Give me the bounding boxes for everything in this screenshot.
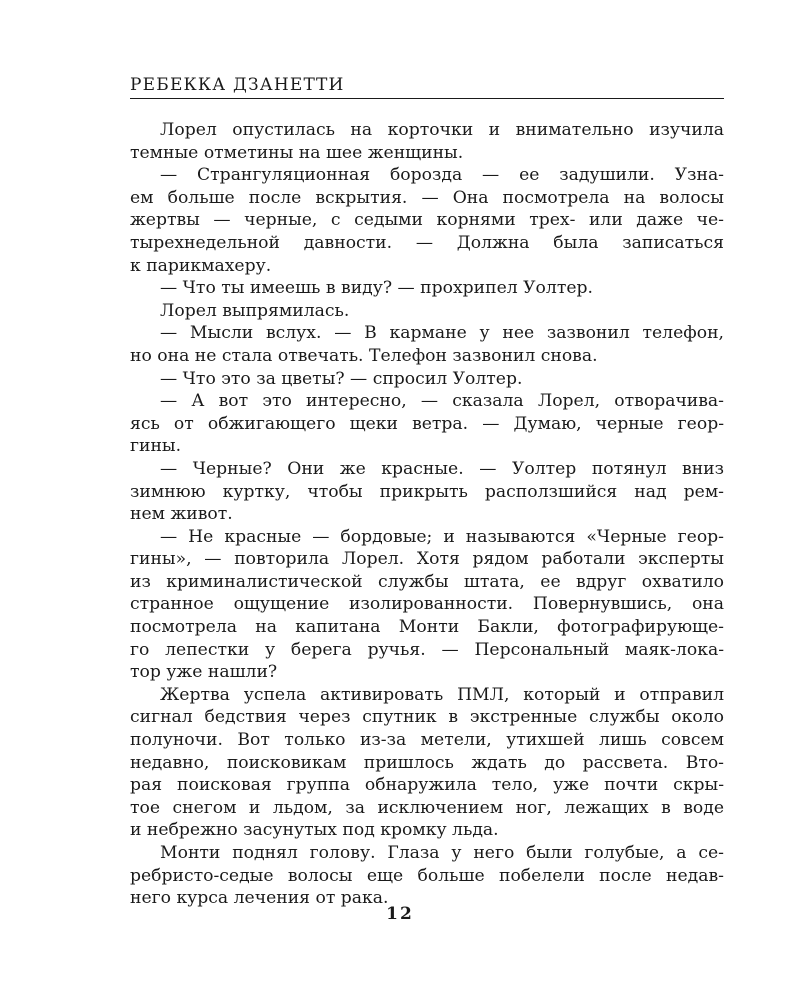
text-line: него курса лечения от рака.: [130, 888, 389, 909]
text-line: — Мысли вслух. — В кармане у нее зазвонил телефон,: [160, 323, 724, 344]
text-line: сигнал бедствия через спутник в экстренные службы около: [130, 707, 724, 728]
text-line: тор уже нашли?: [130, 662, 278, 683]
text-line: и небрежно засунутых под кромку льда.: [130, 820, 499, 841]
text-line: жертвы — черные, с седыми корнями трех- или даже че-: [130, 210, 724, 231]
text-line: полуночи. Вот только из-за метели, утихшей лишь совсем: [130, 730, 724, 751]
text-line: Монти поднял голову. Глаза у него были голубые, а се-: [160, 843, 724, 863]
text-line: недавно, поисковикам пришлось ждать до рассвета. Вто-: [130, 752, 724, 773]
text-line: гины», — повторила Лорел. Хотя рядом работали эксперты: [130, 549, 724, 570]
text-line: тое снегом и льдом, за исключением ног, лежащих в воде: [130, 797, 724, 818]
running-head: РЕБЕККА ДЗАНЕТТИ: [130, 74, 724, 99]
text-line: зимнюю куртку, чтобы прикрыть расползшийся над рем-: [130, 481, 724, 502]
text-line: Жертва успела активировать ПМЛ, который и отправил: [160, 684, 724, 705]
text-line: ясь от обжигающего щеки ветра. — Думаю, черные геор-: [130, 413, 724, 434]
text-line: но она не стала отвечать. Телефон зазвонил снова.: [130, 345, 598, 366]
text-line: — Странгуляционная борозда — ее задушили. Узна-: [160, 165, 724, 186]
text-line: Лорел выпрямилась.: [160, 300, 350, 321]
text-line: го лепестки у берега ручья. — Персональный маяк-лока-: [130, 639, 724, 660]
text-line: — А вот это интересно, — сказала Лорел, отворачива-: [160, 391, 724, 412]
text-line: — Черные? Они же красные. — Уолтер потянул вниз: [160, 458, 724, 479]
text-line: гины.: [130, 436, 182, 457]
page-number: 12: [386, 904, 414, 924]
text-line: ребристо-седые волосы еще больше побелели после недав-: [130, 865, 724, 886]
text-line: нем живот.: [130, 504, 233, 525]
text-line: — Что это за цветы? — спросил Уолтер.: [160, 368, 523, 389]
text-line: тырехнедельной давности. — Должна была записаться: [130, 232, 724, 253]
body-text: [130, 119, 724, 910]
text-line: ем больше после вскрытия. — Она посмотрела на волосы: [130, 187, 724, 208]
text-line: — Не красные — бордовые; и называются «Черные геор-: [160, 526, 724, 547]
text-line: рая поисковая группа обнаружила тело, уже почти скры-: [130, 775, 724, 796]
text-line: Лорел опустилась на корточки и внимательно изучила: [160, 120, 724, 140]
text-line: темные отметины на шее женщины.: [130, 142, 464, 163]
text-line: к парикмахеру.: [130, 255, 272, 276]
text-line: посмотрела на капитана Монти Бакли, фотографирующе-: [130, 617, 724, 638]
text-line: — Что ты имеешь в виду? — прохрипел Уолтер.: [160, 278, 593, 299]
text-line: странное ощущение изолированности. Повернувшись, она: [130, 594, 724, 615]
text-line: из криминалистической службы штата, ее вдруг охватило: [130, 571, 724, 592]
